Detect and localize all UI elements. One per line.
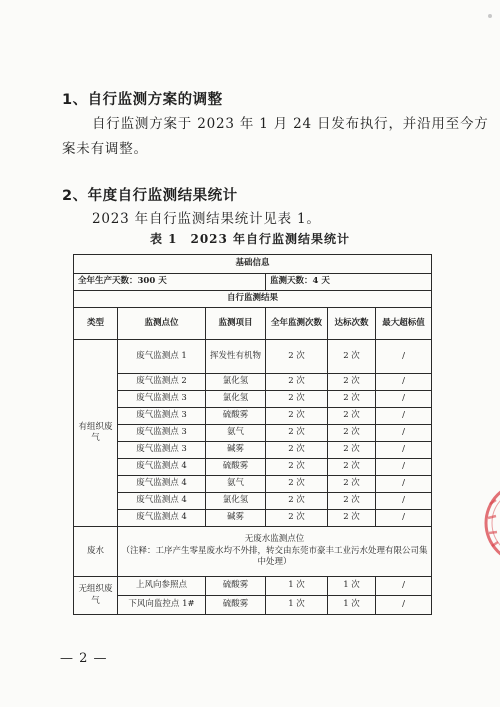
cell-max: / xyxy=(376,459,432,476)
cell-pass: 2 次 xyxy=(328,408,376,425)
cell-item: 硫酸雾 xyxy=(206,596,266,615)
basic-info-header-row xyxy=(74,255,432,274)
wastewater-no-point: 无废水监测点位 xyxy=(244,534,305,545)
scan-speck xyxy=(488,14,492,18)
cell-max: / xyxy=(376,374,432,391)
cell-pass: 1 次 xyxy=(328,577,376,596)
cell-point: 废气监测点 4 xyxy=(118,510,206,527)
cell-point: 废气监测点 3 xyxy=(118,391,206,408)
production-days: 全年生产天数：300 天 xyxy=(74,274,266,291)
column-header-point: 监测点位 xyxy=(118,308,206,340)
cell-max: / xyxy=(376,340,432,374)
cell-pass: 2 次 xyxy=(328,510,376,527)
wastewater-note: （注释：工序产生零星废水均不外排，转交由东莞市豪丰工业污水处理有限公司集中处理） xyxy=(121,545,428,568)
cell-total: 2 次 xyxy=(266,459,328,476)
section-2-title: 2、年度自行监测结果统计 xyxy=(62,188,238,204)
cell-total: 2 次 xyxy=(266,510,328,527)
type-unorganized-gas: 无组织废气 xyxy=(74,577,118,615)
basic-info-header: 基础信息 xyxy=(74,255,432,274)
cell-max: / xyxy=(376,493,432,510)
cell-item: 硫酸雾 xyxy=(206,577,266,596)
table-row xyxy=(74,510,432,527)
cell-max: / xyxy=(376,408,432,425)
table-caption: 表 1 2023 年自行监测结果统计 xyxy=(149,232,351,246)
table-row xyxy=(74,476,432,493)
section-2-paragraph: 2023 年自行监测结果统计见表 1。 xyxy=(92,211,321,227)
monitoring-results-table xyxy=(73,254,432,615)
table-row xyxy=(74,577,432,596)
cell-max: / xyxy=(376,425,432,442)
results-header-row xyxy=(74,291,432,308)
table-row xyxy=(74,391,432,408)
cell-pass: 2 次 xyxy=(328,340,376,374)
cell-pass: 2 次 xyxy=(328,493,376,510)
cell-total: 1 次 xyxy=(266,577,328,596)
cell-pass: 2 次 xyxy=(328,391,376,408)
cell-total: 2 次 xyxy=(266,493,328,510)
official-seal-stamp xyxy=(478,478,500,568)
cell-total: 2 次 xyxy=(266,425,328,442)
table-row xyxy=(74,596,432,615)
cell-item: 挥发性有机物 xyxy=(206,340,266,374)
cell-point: 废气监测点 4 xyxy=(118,476,206,493)
type-wastewater: 废水 xyxy=(74,527,118,577)
cell-point: 废气监测点 3 xyxy=(118,442,206,459)
cell-max: / xyxy=(376,596,432,615)
type-organized-gas: 有组织废气 xyxy=(74,340,118,527)
cell-item: 硫酸雾 xyxy=(206,459,266,476)
cell-point: 下风向监控点 1# xyxy=(118,596,206,615)
table-row xyxy=(74,459,432,476)
cell-total: 2 次 xyxy=(266,374,328,391)
table-row xyxy=(74,408,432,425)
section-1-paragraph-line1: 自行监测方案于 2023 年 1 月 24 日发布执行，并沿用至今方 xyxy=(92,116,489,132)
column-header-item: 监测项目 xyxy=(206,308,266,340)
section-1-paragraph-line2: 案未有调整。 xyxy=(62,141,148,157)
table-row xyxy=(74,442,432,459)
cell-item: 氯化氢 xyxy=(206,391,266,408)
cell-pass: 2 次 xyxy=(328,425,376,442)
cell-point: 废气监测点 4 xyxy=(118,459,206,476)
table-row xyxy=(74,374,432,391)
cell-point: 废气监测点 3 xyxy=(118,425,206,442)
cell-max: / xyxy=(376,476,432,493)
cell-pass: 2 次 xyxy=(328,459,376,476)
cell-pass: 2 次 xyxy=(328,476,376,493)
cell-item: 氯化氢 xyxy=(206,374,266,391)
table-row xyxy=(74,340,432,374)
cell-item: 氨气 xyxy=(206,476,266,493)
cell-total: 2 次 xyxy=(266,391,328,408)
cell-point: 废气监测点 4 xyxy=(118,493,206,510)
cell-total: 2 次 xyxy=(266,408,328,425)
table-row xyxy=(74,425,432,442)
cell-point: 废气监测点 2 xyxy=(118,374,206,391)
cell-pass: 1 次 xyxy=(328,596,376,615)
table-row xyxy=(74,493,432,510)
cell-item: 氯化氢 xyxy=(206,493,266,510)
cell-pass: 2 次 xyxy=(328,374,376,391)
cell-point: 废气监测点 1 xyxy=(118,340,206,374)
cell-max: / xyxy=(376,391,432,408)
cell-item: 碱雾 xyxy=(206,442,266,459)
cell-max: / xyxy=(376,577,432,596)
column-header-total: 全年监测次数 xyxy=(266,308,328,340)
column-header-type: 类型 xyxy=(74,308,118,340)
column-header-row xyxy=(74,308,432,340)
cell-point: 上风向参照点 xyxy=(118,577,206,596)
page-number: — 2 — xyxy=(60,651,108,666)
wastewater-row xyxy=(74,527,432,577)
days-row xyxy=(74,274,432,291)
cell-item: 碱雾 xyxy=(206,510,266,527)
cell-point: 废气监测点 3 xyxy=(118,408,206,425)
cell-total: 2 次 xyxy=(266,476,328,493)
cell-pass: 2 次 xyxy=(328,442,376,459)
cell-item: 氨气 xyxy=(206,425,266,442)
monitoring-days: 监测天数：4 天 xyxy=(266,274,432,291)
cell-total: 1 次 xyxy=(266,596,328,615)
wastewater-cell xyxy=(118,527,432,577)
column-header-max: 最大超标值 xyxy=(376,308,432,340)
cell-item: 硫酸雾 xyxy=(206,408,266,425)
cell-max: / xyxy=(376,510,432,527)
column-header-pass: 达标次数 xyxy=(328,308,376,340)
results-header: 自行监测结果 xyxy=(74,291,432,308)
cell-total: 2 次 xyxy=(266,442,328,459)
cell-total: 2 次 xyxy=(266,340,328,374)
cell-max: / xyxy=(376,442,432,459)
section-1-title: 1、自行监测方案的调整 xyxy=(62,92,223,108)
